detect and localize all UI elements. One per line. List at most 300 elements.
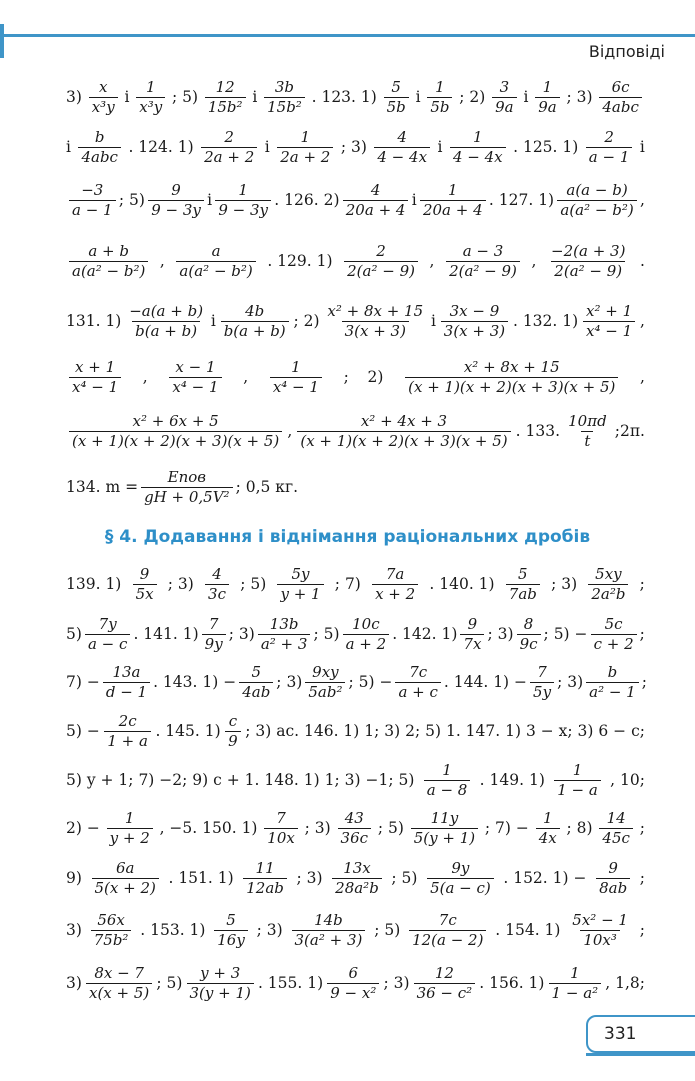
answer-line — [0, 714, 695, 749]
fraction-numerator: 5 — [391, 78, 401, 96]
answer-line — [0, 470, 695, 505]
fraction-numerator: b — [94, 128, 105, 146]
answer-text: ; 3) — [557, 672, 584, 691]
fraction-numerator: 9 — [171, 181, 181, 199]
fraction-denominator: a − 1 — [586, 147, 633, 165]
fraction — [277, 567, 323, 602]
answer-text: і — [66, 137, 71, 156]
answer-text: . 143. 1) − — [153, 672, 237, 691]
answer-text: і — [639, 137, 645, 156]
fraction — [427, 80, 452, 115]
fraction-denominator: 15b² — [205, 97, 246, 115]
fraction-denominator: 4 − 4x — [374, 147, 430, 165]
fraction — [205, 567, 229, 602]
fraction-numerator: a + b — [88, 242, 129, 260]
fraction — [126, 304, 206, 339]
answer-text: 139. 1) — [66, 574, 122, 593]
fraction — [395, 665, 440, 700]
fraction-numerator: 7a — [385, 565, 405, 583]
fraction — [506, 567, 540, 602]
answer-text: ; 5) — [240, 574, 267, 593]
fraction-denominator: 3(y + 1) — [187, 983, 254, 1001]
answer-text: ; — [639, 624, 645, 643]
fraction — [324, 304, 426, 339]
fraction-denominator: c + 2 — [591, 634, 637, 652]
fraction-denominator: a(a² − b²) — [69, 261, 148, 279]
answer-text: . 141. 1) — [133, 624, 199, 643]
fraction — [536, 811, 560, 846]
answer-text: ; 5) — [377, 818, 404, 837]
answer-text: , — [159, 251, 165, 270]
fraction — [441, 304, 508, 339]
answer-text: 5) − — [66, 721, 100, 740]
answer-text: і — [252, 87, 258, 106]
answer-line — [0, 861, 695, 896]
fraction — [554, 763, 601, 798]
fraction-numerator: 5 — [226, 911, 236, 929]
answer-text: ; 2) — [459, 87, 486, 106]
fraction — [409, 913, 486, 948]
fraction-numerator: 1 — [572, 761, 583, 779]
fraction-denominator: x⁴ − 1 — [583, 321, 635, 339]
fraction — [596, 861, 630, 896]
fraction — [344, 244, 418, 279]
answer-text: , — [429, 251, 435, 270]
fraction — [343, 183, 409, 218]
answer-text: ; 3) — [167, 574, 194, 593]
fraction-numerator: x² + 8x + 15 — [327, 302, 424, 320]
answer-text: . 125. 1) — [513, 137, 579, 156]
fraction-denominator: 36 − c² — [414, 983, 476, 1001]
answer-text: . 151. 1) — [168, 868, 234, 887]
fraction-denominator: 12ab — [243, 878, 287, 896]
fraction — [86, 966, 152, 1001]
answer-text: ; 5) — [391, 868, 418, 887]
fraction-numerator: 3x − 9 — [449, 302, 500, 320]
fraction-numerator: 1 — [442, 761, 452, 779]
fraction — [91, 913, 132, 948]
fraction-numerator: 2 — [604, 128, 614, 146]
fraction-numerator: 2 — [376, 242, 386, 260]
fraction — [599, 811, 633, 846]
answer-text: . — [640, 251, 645, 270]
fraction-denominator: 3(a² + 3) — [292, 930, 366, 948]
fraction-numerator: 6a — [115, 859, 135, 877]
header-rule — [0, 34, 695, 37]
answer-line — [0, 763, 695, 798]
fraction-numerator: 13a — [112, 663, 141, 681]
answer-text: і — [437, 137, 443, 156]
fraction-numerator: 4 — [212, 565, 222, 583]
fraction-denominator: 75b² — [91, 930, 132, 948]
fraction — [535, 80, 560, 115]
answer-text: 2) — [367, 367, 384, 386]
fraction-numerator: x² + 8x + 15 — [463, 358, 560, 376]
fraction-numerator: a − 3 — [462, 242, 504, 260]
fraction-numerator: c — [228, 712, 238, 730]
fraction — [586, 130, 633, 165]
fraction-denominator: 2(a² − 9) — [344, 261, 418, 279]
fraction-denominator: x³y — [136, 97, 165, 115]
answer-text: , — [142, 367, 148, 386]
fraction — [205, 80, 246, 115]
fraction-numerator: 13x — [343, 859, 371, 877]
fraction-numerator: 10c — [352, 615, 380, 633]
answer-text: ; — [343, 367, 349, 386]
fraction-denominator: 20a + 4 — [420, 200, 486, 218]
fraction-numerator: 9xy — [312, 663, 339, 681]
fraction-denominator: a − 1 — [69, 200, 116, 218]
fraction-numerator: 1 — [448, 181, 458, 199]
fraction — [460, 617, 484, 652]
fraction-numerator: x² + 6x + 5 — [132, 412, 219, 430]
fraction-denominator: 3c — [205, 584, 229, 602]
fraction-numerator: 14 — [606, 809, 626, 827]
fraction-denominator: 5(y + 1) — [411, 828, 478, 846]
answer-text: 9) — [66, 868, 82, 887]
fraction-numerator: 4b — [245, 302, 265, 320]
fraction-numerator: 6c — [611, 78, 630, 96]
answer-text: , — [639, 190, 645, 209]
fraction-denominator: gH + 0,5V² — [141, 487, 233, 505]
answer-text: ; 5) — [313, 624, 340, 643]
answer-text: . 144. 1) − — [443, 672, 528, 691]
fraction — [586, 665, 639, 700]
fraction-numerator: −a(a + b) — [129, 302, 204, 320]
fraction-denominator: 3(x + 3) — [342, 321, 409, 339]
fraction-numerator: −2(a + 3) — [551, 242, 626, 260]
fraction-denominator: 7ab — [506, 584, 540, 602]
fraction — [258, 617, 311, 652]
answer-text: ; 8) — [566, 818, 593, 837]
fraction — [374, 130, 430, 165]
fraction — [450, 130, 506, 165]
answer-text: ; 5) — [171, 87, 199, 106]
fraction-numerator: 1 — [238, 181, 248, 199]
answer-text: , — [639, 311, 645, 330]
answer-text: ; 2) — [293, 311, 320, 330]
answer-text: . 126. 2) — [274, 190, 340, 209]
fraction — [517, 617, 541, 652]
answer-text: і — [523, 87, 529, 106]
fraction-denominator: 5b — [384, 97, 409, 115]
fraction-numerator: 9 — [139, 565, 150, 583]
answer-text: і — [411, 190, 417, 209]
fraction-denominator: 4abc — [599, 97, 642, 115]
answer-text: і — [264, 137, 270, 156]
answer-text: і — [430, 311, 436, 330]
fraction-numerator: 2c — [118, 712, 137, 730]
fraction-numerator: 9 — [608, 859, 618, 877]
fraction-denominator: 5ab² — [305, 682, 345, 700]
answer-text: ; 3) — [256, 920, 283, 939]
answer-text: і — [207, 190, 213, 209]
fraction-denominator: (x + 1)(x + 2)(x + 3)(x + 5) — [405, 377, 618, 395]
fraction-denominator: a² + 3 — [258, 634, 311, 652]
answer-line — [0, 966, 695, 1001]
page-number: 331 — [604, 1024, 637, 1044]
answer-line — [0, 811, 695, 846]
fraction-denominator: d − 1 — [103, 682, 150, 700]
fraction — [221, 304, 289, 339]
fraction — [338, 811, 372, 846]
fraction — [583, 304, 635, 339]
fraction-numerator: a — [211, 242, 221, 260]
fraction — [225, 714, 241, 749]
fraction — [492, 80, 517, 115]
fraction — [292, 913, 366, 948]
fraction-denominator: x⁴ − 1 — [169, 377, 221, 395]
fraction-denominator: 10x³ — [580, 930, 620, 948]
fraction — [176, 244, 255, 279]
fraction — [530, 665, 554, 700]
fraction — [343, 617, 390, 652]
answer-text: і — [210, 311, 216, 330]
fraction — [270, 360, 322, 395]
fraction — [297, 414, 510, 449]
fraction-denominator: 7x — [460, 634, 484, 652]
answer-text: 5) y + 1; 7) −2; 9) c + 1. 148. 1) 1; 3) −1; 5) — [66, 770, 415, 789]
answer-text: ; 3) — [487, 624, 514, 643]
fraction-numerator: x² + 4x + 3 — [360, 412, 448, 430]
answer-text: , — [287, 421, 293, 440]
fraction-denominator: 36c — [338, 828, 372, 846]
answer-text: ; 5) — [156, 973, 183, 992]
fraction-numerator: Eпов — [167, 468, 206, 486]
answer-text: ; 0,5 кг. — [235, 477, 299, 496]
fraction-numerator: 1 — [435, 78, 445, 96]
fraction-denominator: 2(a² − 9) — [446, 261, 520, 279]
answer-line — [0, 913, 695, 948]
answer-text: ; 3) — [340, 137, 367, 156]
fraction-numerator: 8 — [523, 615, 534, 633]
answer-text: ; 3) — [566, 87, 593, 106]
fraction — [424, 763, 471, 798]
answer-line — [0, 617, 695, 652]
answer-text: . 156. 1) — [479, 973, 545, 992]
fraction-numerator: 2 — [224, 128, 234, 146]
answer-text: ; 3) — [304, 818, 331, 837]
fraction-denominator: 9y — [202, 634, 226, 652]
fraction-denominator: 20a + 4 — [343, 200, 409, 218]
answer-text: ; 5) − — [348, 672, 393, 691]
fraction-numerator: 43 — [344, 809, 364, 827]
fraction — [187, 966, 254, 1001]
fraction — [264, 80, 305, 115]
fraction-denominator: 1 + a — [104, 731, 151, 749]
fraction-denominator: x + 2 — [372, 584, 418, 602]
fraction-denominator: 9 − 3y — [148, 200, 204, 218]
fraction-denominator: t — [581, 431, 593, 449]
fraction-denominator: 16y — [214, 930, 248, 948]
fraction-denominator: b(a + b) — [132, 321, 200, 339]
answer-line — [0, 183, 695, 218]
answer-text: . 124. 1) — [128, 137, 194, 156]
answer-text: , — [640, 367, 645, 386]
fraction-numerator: 9 — [467, 615, 478, 633]
answer-line — [0, 80, 695, 115]
fraction-denominator: a(a² − b²) — [557, 200, 636, 218]
fraction-numerator: 4 — [397, 128, 407, 146]
fraction-denominator: 5(a − c) — [427, 878, 494, 896]
fraction — [332, 861, 382, 896]
fraction-numerator: 7 — [208, 615, 219, 633]
answer-text: ; 5) — [374, 920, 401, 939]
fraction-numerator: 1 — [570, 964, 580, 982]
fraction — [148, 183, 204, 218]
fraction-numerator: 7c — [438, 911, 457, 929]
fraction — [215, 183, 271, 218]
fraction — [599, 80, 642, 115]
fraction-numerator: x − 1 — [175, 358, 216, 376]
fraction-denominator: a − c — [85, 634, 130, 652]
fraction-numerator: 11y — [430, 809, 459, 827]
fraction-numerator: 56x — [97, 911, 125, 929]
fraction-numerator: 1 — [542, 78, 553, 96]
fraction — [201, 130, 257, 165]
answer-text: ; — [639, 574, 645, 593]
fraction — [549, 966, 602, 1001]
fraction-denominator: (x + 1)(x + 2)(x + 3)(x + 5) — [297, 431, 510, 449]
answer-text: 134. m = — [66, 477, 139, 496]
fraction-denominator: x⁴ − 1 — [69, 377, 121, 395]
fraction — [565, 414, 610, 449]
fraction-numerator: 12 — [215, 78, 235, 96]
fraction-denominator: a − 8 — [424, 780, 471, 798]
answer-line — [0, 244, 695, 279]
fraction-numerator: 11 — [255, 859, 275, 877]
answer-line — [0, 414, 695, 449]
fraction-denominator: 5y — [530, 682, 554, 700]
answer-text: . 133. — [515, 421, 561, 440]
fraction-numerator: x + 1 — [75, 358, 116, 376]
fraction — [569, 913, 631, 948]
answer-text: 131. 1) — [66, 311, 122, 330]
fraction — [214, 913, 248, 948]
answer-text: , — [243, 367, 249, 386]
answer-text: ; 3) — [228, 624, 255, 643]
fraction-denominator: 4 − 4x — [450, 147, 506, 165]
fraction — [85, 617, 130, 652]
fraction-denominator: 2(a² − 9) — [551, 261, 625, 279]
fraction — [557, 183, 636, 218]
answer-text: ; 3) — [551, 574, 578, 593]
fraction — [264, 811, 298, 846]
fraction-numerator: 5xy — [595, 565, 622, 583]
answer-line — [0, 567, 695, 602]
fraction-numerator: 1 — [291, 358, 301, 376]
fraction-numerator: 9y — [451, 859, 470, 877]
fraction-numerator: 1 — [145, 78, 156, 96]
answer-text: . 149. 1) — [479, 770, 545, 789]
fraction — [327, 966, 379, 1001]
fraction-denominator: 5(x + 2) — [92, 878, 159, 896]
fraction — [69, 183, 116, 218]
footer-rule — [586, 1053, 695, 1056]
fraction-numerator: b — [607, 663, 618, 681]
fraction — [588, 567, 628, 602]
fraction-denominator: 4ab — [239, 682, 273, 700]
fraction-numerator: 1 — [124, 809, 135, 827]
fraction — [202, 617, 226, 652]
fraction — [69, 414, 282, 449]
fraction-numerator: 5y — [291, 565, 310, 583]
answer-text: , 10; — [610, 770, 645, 789]
answer-text: ; — [639, 868, 645, 887]
answer-line — [0, 304, 695, 339]
fraction — [133, 567, 157, 602]
fraction-denominator: 1 − a — [554, 780, 601, 798]
fraction — [427, 861, 494, 896]
answer-text: . 123. 1) — [311, 87, 377, 106]
fraction-denominator: y + 2 — [107, 828, 153, 846]
fraction-denominator: 9c — [517, 634, 541, 652]
fraction-numerator: 5 — [251, 663, 262, 681]
fraction — [136, 80, 165, 115]
fraction-numerator: 1 — [300, 128, 311, 146]
fraction-denominator: x³y — [89, 97, 118, 115]
answer-text: , 1,8; — [605, 973, 645, 992]
answer-text: 3) — [66, 973, 82, 992]
fraction-denominator: 9 − 3y — [215, 200, 271, 218]
fraction-numerator: 1 — [542, 809, 553, 827]
fraction-denominator: 2a²b — [588, 584, 628, 602]
fraction-denominator: 4abc — [78, 147, 121, 165]
fraction — [92, 861, 159, 896]
fraction-denominator: 10x — [264, 828, 298, 846]
fraction-numerator: −3 — [81, 181, 104, 199]
fraction — [107, 811, 153, 846]
fraction — [384, 80, 409, 115]
answer-text: ; 3) — [296, 868, 323, 887]
answer-text: . 155. 1) — [257, 973, 324, 992]
answer-text: , −5. 150. 1) — [159, 818, 258, 837]
fraction-numerator: 3b — [274, 78, 295, 96]
fraction — [78, 130, 121, 165]
answer-text: . 129. 1) — [267, 251, 333, 270]
fraction-denominator: a + 2 — [343, 634, 390, 652]
answer-text: ; — [639, 818, 645, 837]
fraction-denominator: 2a + 2 — [201, 147, 257, 165]
fraction-numerator: y + 3 — [200, 964, 241, 982]
fraction-numerator: x — [98, 78, 108, 96]
answer-text: ; 5) − — [543, 624, 588, 643]
fraction-numerator: 6 — [348, 964, 359, 982]
answer-text: ; 5) — [118, 190, 145, 209]
fraction-denominator: 2a + 2 — [277, 147, 333, 165]
answer-line — [0, 360, 695, 395]
answer-text: . 140. 1) — [429, 574, 495, 593]
answer-text: ; 3) — [383, 973, 410, 992]
fraction-numerator: 3 — [499, 78, 510, 96]
fraction-denominator: 9a — [492, 97, 517, 115]
fraction-numerator: 5c — [604, 615, 623, 633]
answer-text: ; 3) ac. 146. 1) 1; 3) 2; 5) 1. 147. 1) 3 − x; 3) 6 − c; — [245, 721, 645, 740]
fraction-denominator: 9a — [535, 97, 560, 115]
answer-text: ; 7) − — [484, 818, 529, 837]
fraction-denominator: x(x + 5) — [86, 983, 152, 1001]
fraction-denominator: 9 — [225, 731, 241, 749]
fraction-numerator: 13b — [269, 615, 299, 633]
answer-text: 7) − — [66, 672, 100, 691]
answer-text: ; — [641, 672, 647, 691]
fraction-denominator: a(a² − b²) — [176, 261, 255, 279]
fraction-denominator: 4x — [536, 828, 560, 846]
page-number-tab — [586, 1015, 695, 1053]
running-header: Відповіді — [588, 42, 665, 61]
fraction — [243, 861, 287, 896]
fraction-numerator: x² + 1 — [586, 302, 633, 320]
